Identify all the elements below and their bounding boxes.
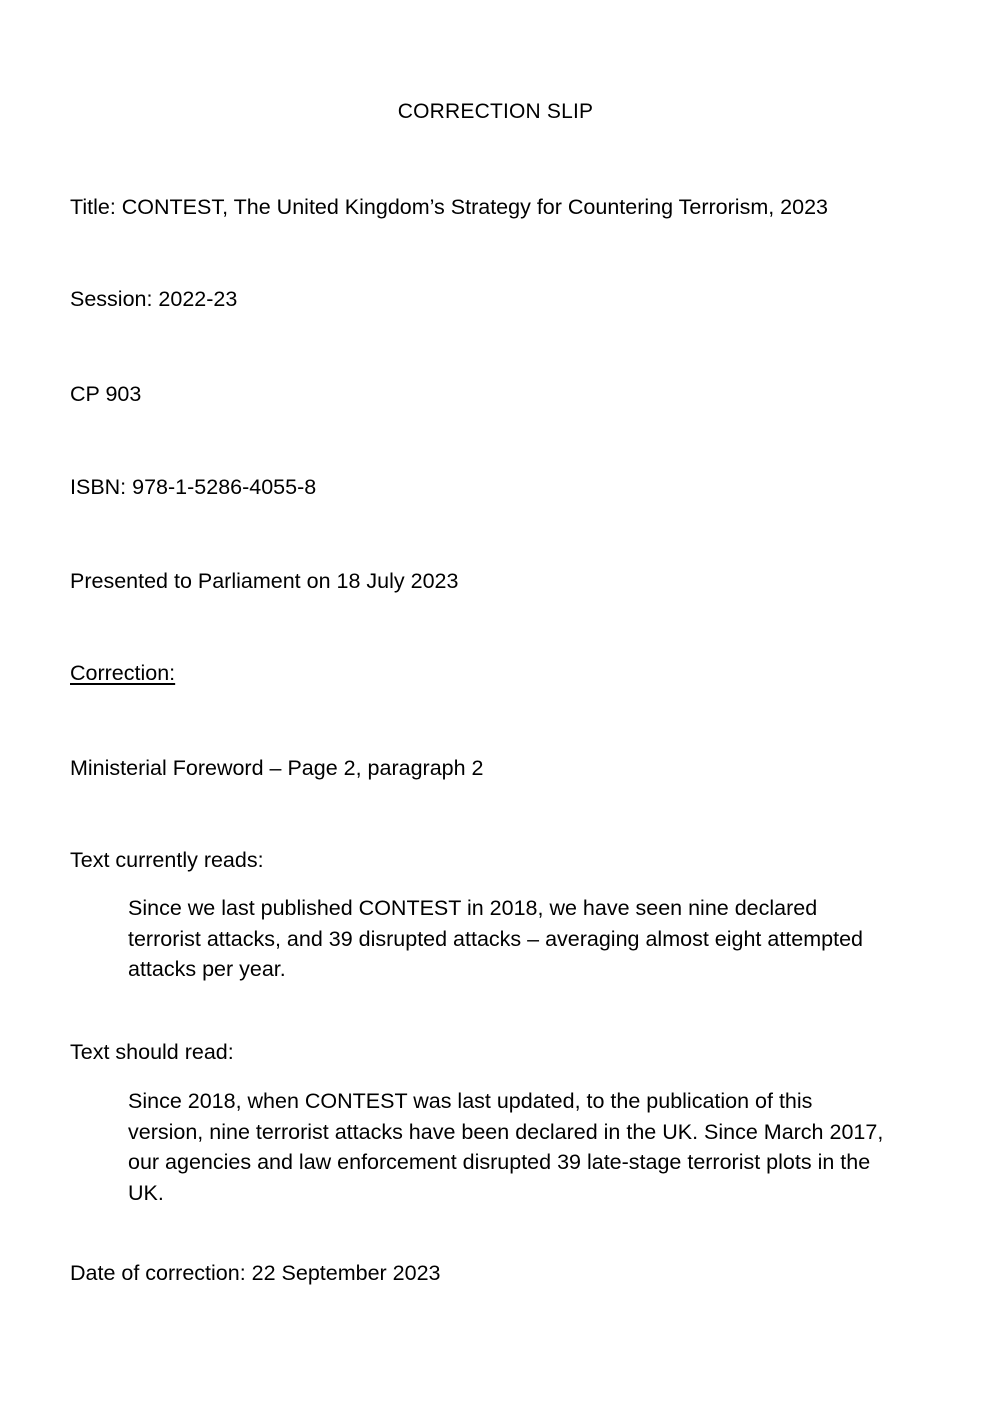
text-currently-reads-label: Text currently reads:	[70, 848, 264, 872]
text-should-read-quote: Since 2018, when CONTEST was last updated, to the publication of this version, nine terrorist attacks have been declared in the UK. Since March 2017, our agencies and law enforcement disrupted 39 late-stage terrorist plots in the UK.	[128, 1089, 884, 1205]
correction-section-heading: Correction:	[70, 661, 176, 685]
metadata-presented-to-parliament: Presented to Parliament on 18 July 2023	[70, 569, 459, 593]
date-of-correction: Date of correction: 22 September 2023	[70, 1261, 441, 1285]
metadata-isbn: ISBN: 978-1-5286-4055-8	[70, 475, 317, 499]
metadata-session: Session: 2022-23	[70, 287, 238, 311]
text-should-read-label: Text should read:	[70, 1040, 234, 1064]
text-currently-reads-quote: Since we last published CONTEST in 2018, we have seen nine declared terrorist attacks, and 39 disrupted attacks – averaging almost eight attempted attacks per year.	[128, 896, 863, 981]
metadata-cp-number: CP 903	[70, 382, 142, 406]
page-title: CORRECTION SLIP	[397, 100, 594, 123]
correction-location: Ministerial Foreword – Page 2, paragraph 2	[70, 756, 484, 780]
metadata-title: Title: CONTEST, The United Kingdom’s Strategy for Countering Terrorism, 2023	[70, 195, 829, 219]
